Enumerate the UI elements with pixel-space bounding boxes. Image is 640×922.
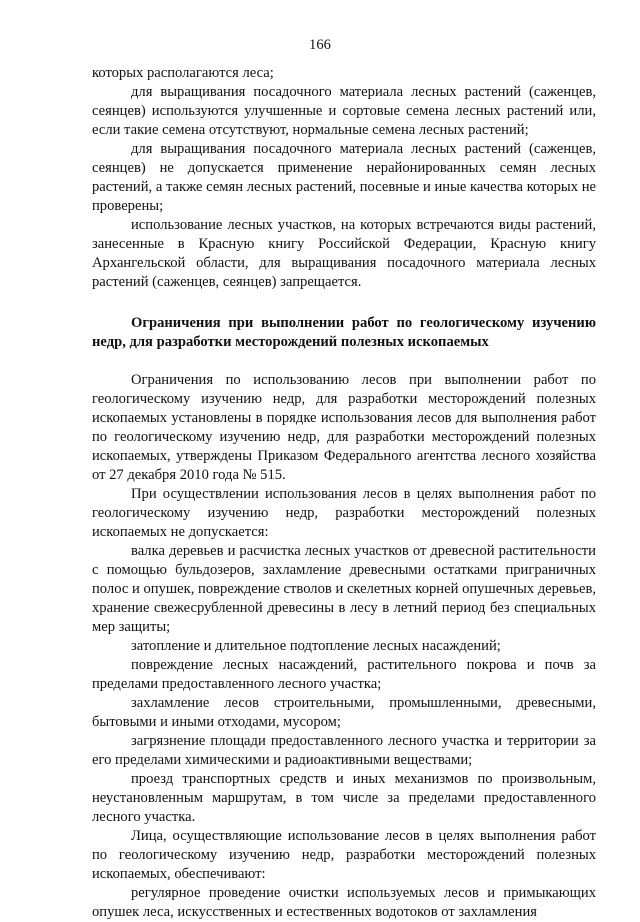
document-body: [92, 64, 596, 922]
list-item: повреждение лесных насаждений, растительного покрова и почв за пределами предоставленного лесного участка;: [92, 657, 596, 692]
paragraph: для выращивания посадочного материала лесных растений (саженцев, сеянцев) не допускается применение нерайонированных семян лесных растений, а также семян лесных растений, посевные и иные качества которых не проверены;: [92, 141, 596, 214]
paragraph: для выращивания посадочного материала лесных растений (саженцев, сеянцев) используются улучшенные и сортовые семена лесных растений или, если такие семена отсутствуют, нормальные семена лесных растений;: [92, 84, 596, 138]
paragraph: которых располагаются леса;: [92, 65, 274, 81]
paragraph: использование лесных участков, на которых встречаются виды растений, занесенные в Красную книгу Российской Федерации, Красную книгу Архангельской области, для выращивания посадочного материала лесных растений (саженцев, сеянцев) запрещается.: [92, 217, 596, 290]
page-number: 166: [309, 37, 331, 53]
list-item: захламление лесов строительными, промышленными, древесными, бытовыми и иными отходами, мусором;: [92, 695, 596, 730]
list-item: валка деревьев и расчистка лесных участков от древесной растительности с помощью бульдозеров, захламление древесными остатками приграничных полос и опушек, повреждение стволов и скелетных корней опушечных деревьев, хранение свежесрубленной древесины в лесу в летний период без специальных мер защиты;: [92, 543, 596, 635]
paragraph: Ограничения по использованию лесов при выполнении работ по геологическому изучению недр, для разработки месторождений полезных ископаемых установлены в порядке использования лесов для выполнения работ по геологическому изучению недр, для разработки месторождений полезных ископаемых, утверждены Приказом Федерального агентства лесного хозяйства от 27 декабря 2010 года № 515.: [92, 372, 596, 483]
list-item: регулярное проведение очистки используемых лесов и примыкающих опушек леса, искусственных и естественных водотоков от захламления: [92, 885, 596, 920]
list-item: затопление и длительное подтопление лесных насаждений;: [131, 638, 501, 654]
paragraph: При осуществлении использования лесов в целях выполнения работ по геологическому изучению недр, разработки месторождений полезных ископаемых не допускается:: [92, 486, 596, 540]
paragraph: Лица, осуществляющие использование лесов в целях выполнения работ по геологическому изучению недр, разработки месторождений полезных ископаемых, обеспечивают:: [92, 828, 596, 882]
list-item: проезд транспортных средств и иных механизмов по произвольным, неустановленным маршрутам, в том числе за пределами предоставленного лесного участка.: [92, 771, 596, 825]
list-item: загрязнение площади предоставленного лесного участка и территории за его пределами химическими и радиоактивными веществами;: [92, 733, 596, 768]
section-heading: Ограничения при выполнении работ по геологическому изучению недр, для разработки месторождений полезных ископаемых: [92, 315, 596, 350]
